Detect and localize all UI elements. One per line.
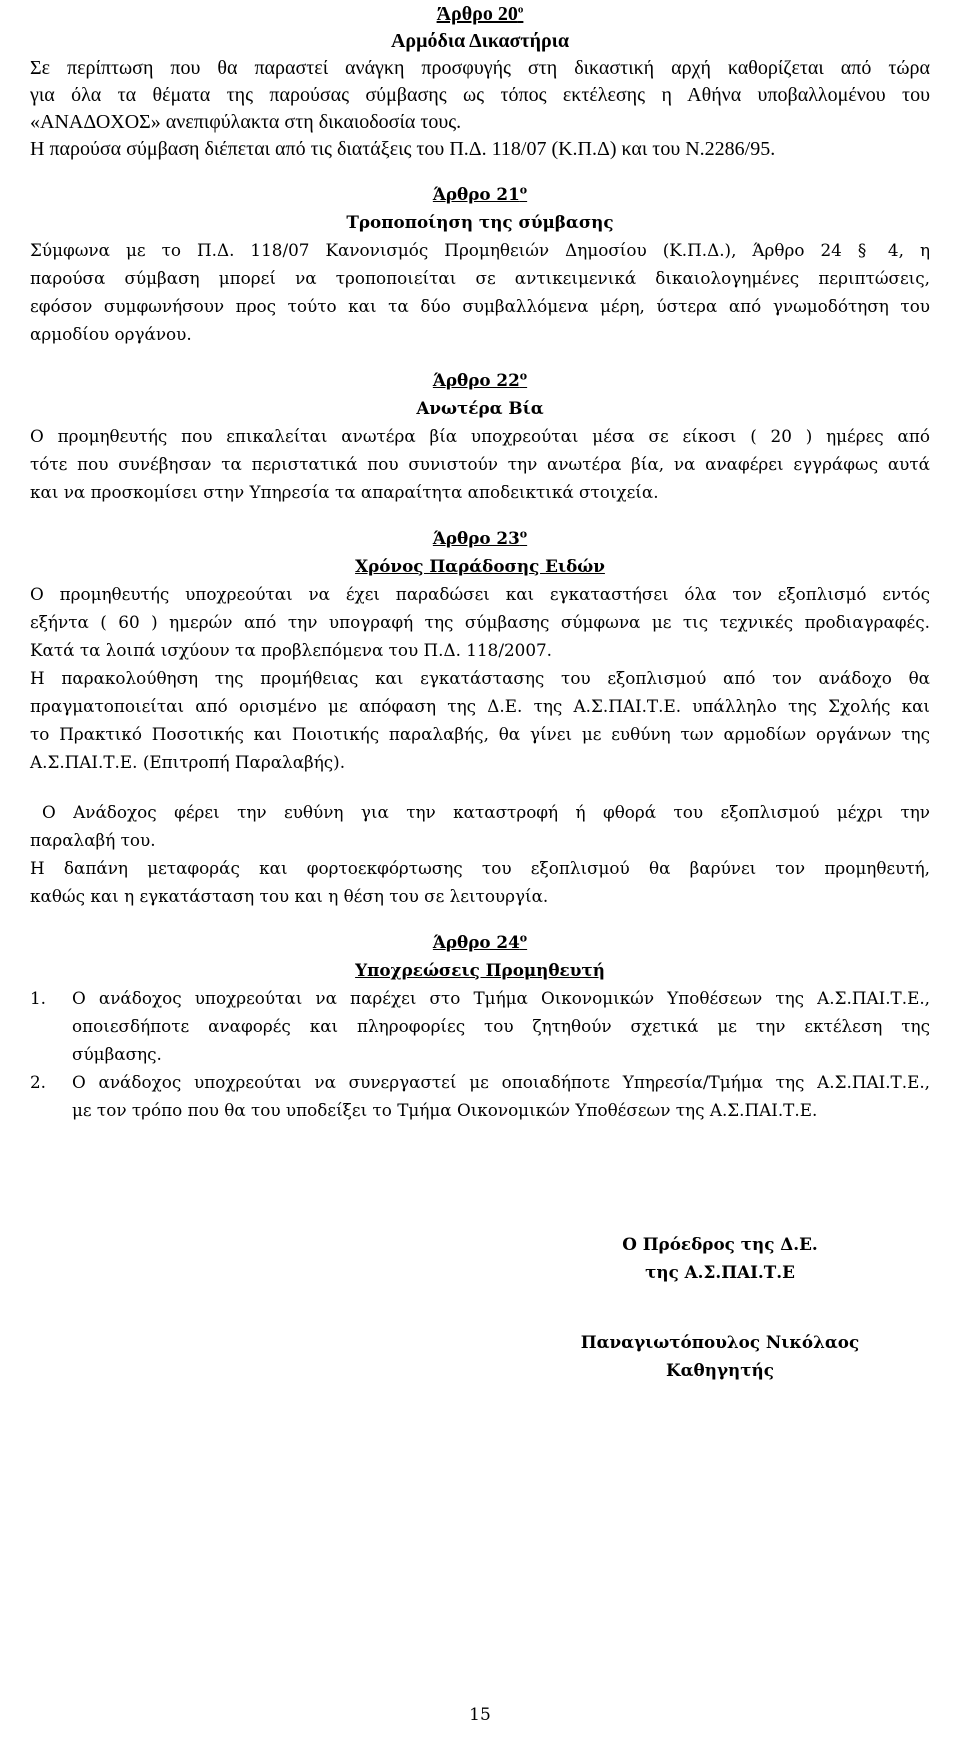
page-number: 15 — [469, 1705, 491, 1725]
article-23-title: Χρόνος Παράδοσης Ειδών — [355, 556, 605, 576]
article-24-title: Υποχρεώσεις Προμηθευτή — [355, 960, 605, 980]
article-21-line: αρμοδίου οργάνου. — [30, 324, 192, 344]
article-23-line: Η δαπάνη μεταφοράς και φορτοεκφόρτωσης του εξοπλισμού θα βαρύνει τον προμηθευτή, — [30, 858, 930, 878]
article-21-line: εφόσον συμφωνήσουν προς τούτο και τα δύο συμβαλλόμενα μέρη, ύστερα από γνωμοδότηση του — [30, 296, 930, 316]
article-23-line: πραγματοποιείται από ορισμένο με απόφαση της Δ.Ε. της Α.Σ.ΠΑΙ.Τ.Ε. υπάλληλο της Σχολής και — [30, 696, 930, 716]
list-item-text: σύμβασης. — [72, 1044, 162, 1064]
signature-organization: της Α.Σ.ΠΑΙ.Τ.Ε — [645, 1262, 795, 1282]
article-22-line: και να προσκομίσει στην Υπηρεσία τα απαραίτητα αποδεικτικά στοιχεία. — [30, 482, 659, 502]
article-23-line: καθώς και η εγκατάσταση του και η θέση του σε λειτουργία. — [30, 886, 549, 906]
signature-title: Καθηγητής — [666, 1360, 774, 1380]
list-item-text: Ο ανάδοχος υποχρεούται να συνεργαστεί με οποιαδήποτε Υπηρεσία/Τμήμα της Α.Σ.ΠΑΙ.Τ.Ε., — [72, 1072, 930, 1092]
list-item-number: 1. — [30, 988, 47, 1008]
signature-role: Ο Πρόεδρος της Δ.Ε. — [622, 1234, 818, 1254]
article-21-line: Σύμφωνα με το Π.Δ. 118/07 Κανονισμός Προμηθειών Δημοσίου (Κ.Π.Δ.), Άρθρο 24 § 4, η — [30, 236, 930, 265]
article-23-line: Η παρακολούθηση της προμήθειας και εγκατάστασης του εξοπλισμού από τον ανάδοχο θα — [30, 668, 930, 688]
article-23-line: παραλαβή του. — [30, 830, 156, 850]
signature-name: Παναγιωτόπουλος Νικόλαος — [580, 1332, 860, 1352]
list-item-text: με τον τρόπο που θα του υποδείξει το Τμήμα Οικονομικών Υποθέσεων της Α.Σ.ΠΑΙ.Τ.Ε. — [72, 1100, 818, 1120]
article-21-title: Τροποποίηση της σύμβασης — [346, 212, 614, 232]
article-23-line: εξήντα ( 60 ) ημερών από την υπογραφή της σύμβασης σύμφωνα με τις τεχνικές προδιαγραφές. — [30, 612, 930, 632]
article-24-heading: Άρθρο $24^o$ — [432, 931, 528, 952]
list-item — [30, 1068, 930, 1097]
article-20-heading: Άρθρο $20^o$ — [436, 3, 524, 25]
article-20-line: Σε περίπτωση που θα παραστεί ανάγκη προσφυγής στη δικαστική αρχή καθορίζεται από τώρα — [30, 57, 930, 79]
article-23-heading: Άρθρο $23^o$ — [432, 527, 528, 548]
article-23-line: Ο προμηθευτής υποχρεούται να έχει παραδώσει και εγκαταστήσει όλα τον εξοπλισμό εντός — [30, 584, 930, 604]
article-20-title: Αρμόδια Δικαστήρια — [390, 30, 570, 52]
article-21-heading: Άρθρο $21^o$ — [432, 183, 528, 204]
article-20-line: για όλα τα θέματα της παρούσας σύμβασης ως τόπος εκτέλεσης η Αθήνα υποβαλλομένου του — [30, 84, 930, 106]
article-23-line: Α.Σ.ΠΑΙ.Τ.Ε. (Επιτροπή Παραλαβής). — [30, 752, 346, 772]
article-20-line: «ΑΝΑΔΟΧΟΣ» ανεπιφύλακτα στη δικαιοδοσία τους. — [30, 111, 462, 133]
article-23-line: Κατά τα λοιπά ισχύουν τα προβλεπόμενα του Π.Δ. 118/2007. — [30, 640, 553, 660]
article-23-line: Ο Ανάδοχος φέρει την ευθύνη για την καταστροφή ή φθορά του εξοπλισμού μέχρι την — [42, 802, 930, 822]
list-item-text: Ο ανάδοχος υποχρεούται να παρέχει στο Τμήμα Οικονομικών Υποθέσεων της Α.Σ.ΠΑΙ.Τ.Ε., — [72, 988, 930, 1008]
article-23-line: το Πρακτικό Ποσοτικής και Ποιοτικής παραλαβής, θα γίνει με ευθύνη των αρμοδίων οργάνων της — [30, 724, 930, 744]
list-item-text: οποιεσδήποτε αναφορές και πληροφορίες του ζητηθούν σχετικά με την εκτέλεση της — [72, 1016, 930, 1036]
article-22-line: τότε που συνέβησαν τα περιστατικά που συνιστούν την ανωτέρα βία, να αναφέρει εγγράφως αυτά — [30, 454, 930, 474]
article-20-line: Η παρούσα σύμβαση διέπεται από τις διατάξεις του Π.Δ. 118/07 (Κ.Π.Δ) και του Ν.2286/95. — [30, 138, 776, 160]
list-item-number: 2. — [30, 1072, 47, 1092]
section-sign-icon: § — [857, 240, 867, 260]
list-item — [30, 984, 930, 1013]
article-22-line: Ο προμηθευτής που επικαλείται ανωτέρα βία υποχρεούται μέσα σε είκοσι ( 20 ) ημέρες από — [30, 426, 930, 446]
article-22-title: Ανωτέρα Βία — [416, 398, 544, 418]
article-21-line: παρούσα σύμβαση μπορεί να τροποποιείται σε αντικειμενικά δικαιολογημένες περιπτώσεις, — [30, 268, 930, 288]
article-22-heading: Άρθρο $22^o$ — [432, 369, 528, 390]
